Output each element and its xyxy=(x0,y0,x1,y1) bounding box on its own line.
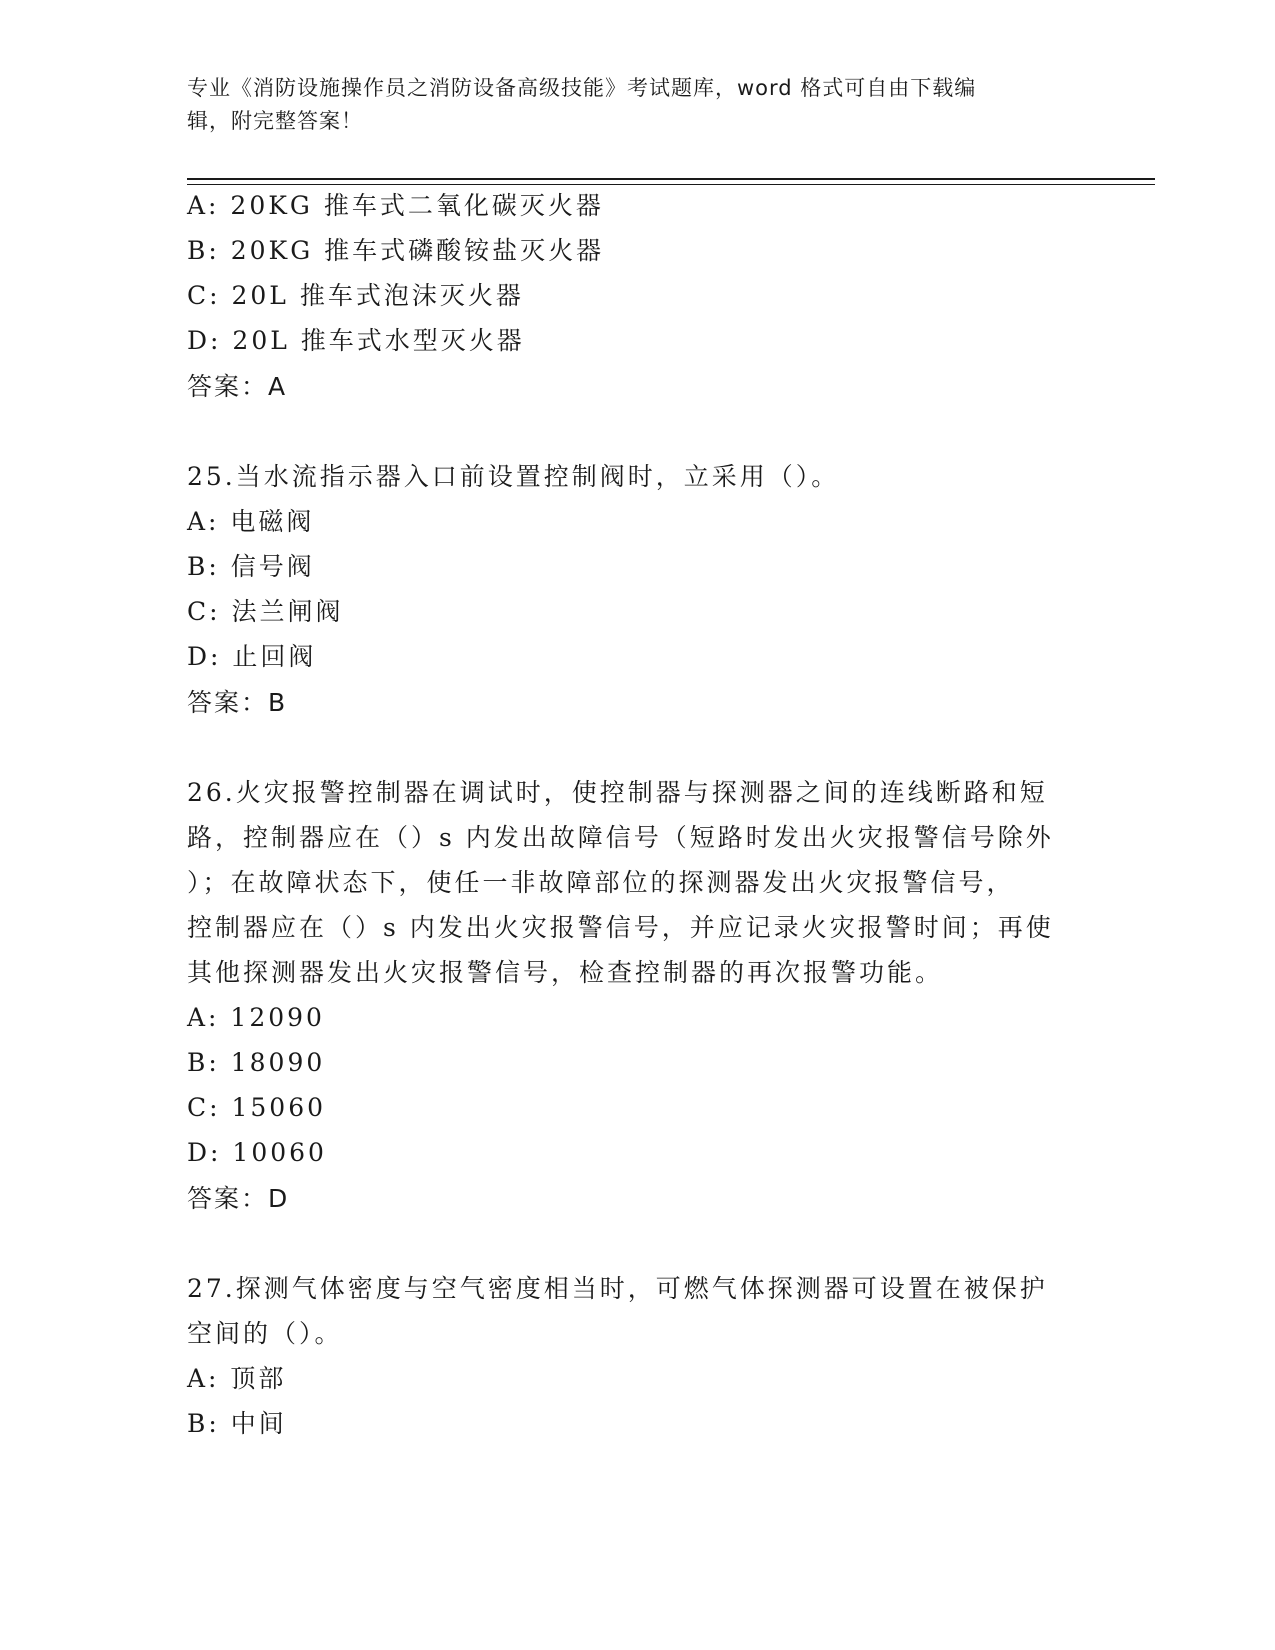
option-a: A: 顶部 xyxy=(187,1364,287,1393)
question-stem: 控制器应在（）s 内发出火灾报警信号，并应记录火灾报警时间；再使 xyxy=(187,913,1054,942)
question-stem: ）；在故障状态下，使任一非故障部位的探测器发出火灾报警信号， xyxy=(187,868,1015,897)
document-header xyxy=(187,72,1087,138)
option-c: C: 15060 xyxy=(187,1093,327,1122)
option-d: D: 止回阀 xyxy=(187,642,317,671)
question-stem: 25.当水流指示器入口前设置控制阀时，立采用（）。 xyxy=(187,462,840,491)
answer: 答案：D xyxy=(187,1184,290,1213)
answer: 答案：B xyxy=(187,688,288,717)
question-stem: 26.火灾报警控制器在调试时，使控制器与探测器之间的连线断路和短 xyxy=(187,778,1048,807)
option-d: D: 20L 推车式水型灭火器 xyxy=(187,326,525,355)
option-d: D: 10060 xyxy=(187,1138,327,1167)
option-a: A: 20KG 推车式二氧化碳灭火器 xyxy=(187,191,604,220)
question-stem: 27.探测气体密度与空气密度相当时，可燃气体探测器可设置在被保护 xyxy=(187,1274,1048,1303)
option-a: A: 12090 xyxy=(187,1003,325,1032)
question-stem: 空间的（）。 xyxy=(187,1319,343,1348)
option-b: B: 18090 xyxy=(187,1048,326,1077)
option-b: B: 20KG 推车式磷酸铵盐灭火器 xyxy=(187,236,605,265)
question-stem: 其他探测器发出火灾报警信号，检查控制器的再次报警功能。 xyxy=(187,958,944,987)
answer: 答案：A xyxy=(187,372,288,401)
option-a: A: 电磁阀 xyxy=(187,507,315,536)
option-b: B: 中间 xyxy=(187,1409,287,1438)
header-line-1: 专业《消防设施操作员之消防设备高级技能》考试题库，word 格式可自由下载编 xyxy=(187,76,977,100)
header-rule-thick xyxy=(187,178,1155,180)
header-line-2: 辑，附完整答案！ xyxy=(187,109,363,133)
option-c: C: 20L 推车式泡沫灭火器 xyxy=(187,281,524,310)
option-b: B: 信号阀 xyxy=(187,552,315,581)
question-stem: 路，控制器应在（）s 内发出故障信号（短路时发出火灾报警信号除外 xyxy=(187,823,1054,852)
option-c: C: 法兰闸阀 xyxy=(187,597,344,626)
